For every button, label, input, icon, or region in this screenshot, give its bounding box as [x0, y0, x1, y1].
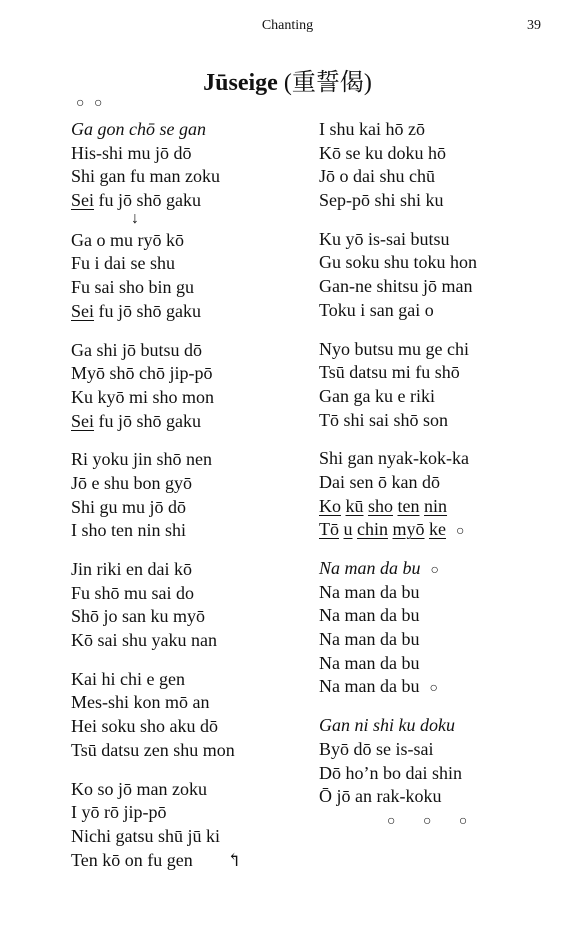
verse-stanza [319, 228, 479, 323]
verse-stanza [319, 714, 479, 835]
verse-line [319, 165, 479, 189]
verse-text: Ku kyō mi sho mon [71, 386, 215, 407]
verse-text: Nichi gatsu shū jū ki [71, 825, 220, 846]
verse-line [71, 339, 242, 363]
verse-line [319, 495, 479, 519]
verse-text: Gu soku shu toku hon [319, 252, 478, 273]
verse-line [319, 118, 479, 142]
verse-text: Mes-shi kon mō an [71, 692, 210, 713]
verse-line [319, 557, 479, 581]
verse-line [319, 518, 479, 542]
verse-line [71, 519, 242, 543]
page-number: 39 [527, 18, 541, 33]
verse-line [71, 410, 242, 434]
verse-text: Na man da bu [319, 652, 420, 673]
verse-line [71, 629, 242, 653]
verse-line [319, 275, 479, 299]
verse-line [71, 252, 242, 276]
bell-mark: ○ [429, 681, 438, 697]
underlined-syllable: Sei [71, 300, 95, 321]
verse-stanza [71, 668, 242, 763]
verse-text: Hei soku sho aku dō [71, 716, 218, 737]
verse-line [71, 825, 242, 849]
underlined-syllable: Sei [71, 190, 95, 211]
verse-text: Tsū datsu zen shu mon [71, 739, 235, 760]
underlined-syllable: ten [397, 495, 420, 516]
verse-line [319, 581, 479, 605]
left-verse-column [71, 118, 242, 887]
verse-line [319, 604, 479, 628]
verse-line [319, 447, 479, 471]
verse-line [319, 738, 479, 762]
underlined-syllable: kū [345, 495, 364, 516]
verse-text: Na man da bu [319, 629, 420, 650]
underlined-syllable: sho [368, 495, 394, 516]
verse-line [71, 165, 242, 189]
verse-line [71, 849, 242, 873]
verse-stanza [319, 338, 479, 433]
verse-line [71, 778, 242, 802]
verse-text: Jō e shu bon gyō [71, 472, 192, 493]
underlined-syllable: nin [424, 495, 448, 516]
verse-line [319, 228, 479, 252]
verse-text: Jō o dai shu chū [319, 166, 435, 187]
verse-line [71, 448, 242, 472]
verse-line [71, 118, 242, 142]
verse-text: Byō dō se is-sai [319, 738, 434, 759]
verse-text: Na man da bu [319, 558, 421, 578]
verse-stanza [319, 557, 479, 699]
verse-text: Ga o mu ryō kō [71, 229, 184, 250]
verse-text: I shu kai hō zō [319, 119, 425, 139]
bell-mark: ○ [430, 563, 439, 578]
page-title [0, 62, 575, 97]
verse-line [71, 229, 242, 253]
verse-text: Na man da bu [319, 581, 420, 602]
underlined-syllable: Sei [71, 410, 95, 431]
verse-text: His-shi mu jō dō [71, 142, 192, 163]
verse-line [319, 409, 479, 433]
verse-line [319, 142, 479, 166]
verse-text: Tō shi sai shō son [319, 409, 449, 430]
verse-text: Kō se ku doku hō [319, 142, 446, 163]
verse-line [319, 714, 479, 738]
verse-stanza [71, 558, 242, 653]
verse-text: Fu i dai se shu [71, 253, 176, 274]
verse-text: Dō ho’n bo dai shin [319, 762, 462, 783]
verse-text: Ō jō an rak-koku [319, 786, 442, 807]
underlined-syllable: chin [357, 519, 388, 540]
underlined-syllable: ke [429, 519, 447, 540]
bell-mark: ○ [456, 524, 465, 540]
down-arrow-icon: ↓ [131, 209, 139, 227]
verse-line [71, 715, 242, 739]
verse-text: Kō sai shu yaku nan [71, 630, 217, 651]
verse-line [71, 605, 242, 629]
verse-stanza [71, 229, 242, 324]
verse-text: Shi gu mu jō dō [71, 496, 187, 517]
verse-text: Na man da bu [319, 676, 420, 697]
verse-line [319, 471, 479, 495]
verse-line [319, 675, 479, 699]
underlined-syllable: Ko [319, 495, 341, 516]
verse-line [71, 276, 242, 300]
verse-text: Ga shi jō butsu dō [71, 339, 203, 360]
verse-line [319, 385, 479, 409]
verse-line [71, 300, 242, 324]
verse-text: Tsū datsu mi fu shō [319, 362, 460, 383]
verse-stanza [319, 447, 479, 542]
running-header-section: Chanting [261, 18, 314, 33]
verse-line [71, 472, 242, 496]
title-romaji: Jūseige [203, 70, 278, 96]
verse-line [319, 189, 479, 213]
verse-text: Jin riki en dai kō [71, 559, 192, 579]
verse-text: Ga gon chō se gan [71, 119, 206, 139]
verse-line [71, 582, 242, 606]
verse-stanza [71, 448, 242, 543]
verse-text: Gan ga ku e riki [319, 385, 435, 406]
verse-line [319, 762, 479, 786]
verse-line [71, 142, 242, 166]
verse-text: Myō shō chō jip-pō [71, 363, 213, 384]
verse-line [71, 362, 242, 386]
closing-bell-marks: ○ ○ ○ [387, 813, 480, 829]
verse-line [71, 668, 242, 692]
verse-line [319, 361, 479, 385]
verse-stanza [71, 778, 242, 873]
verse-stanza [71, 118, 242, 229]
verse-text: Na man da bu [319, 605, 420, 626]
syllable-text: fu jō shō gaku [94, 300, 202, 321]
syllable-text: fu jō shō gaku [94, 410, 202, 431]
verse-line [71, 739, 242, 763]
verse-text: Ten kō on fu gen [71, 849, 193, 870]
verse-line [71, 386, 242, 410]
verse-line [319, 628, 479, 652]
verse-line [319, 251, 479, 275]
verse-line [319, 299, 479, 323]
verse-text: Sep-pō shi shi ku [319, 190, 444, 211]
verse-line [71, 496, 242, 520]
verse-text: Ku yō is-sai butsu [319, 228, 450, 249]
verse-line [71, 189, 242, 213]
verse-line [319, 785, 479, 809]
verse-text: Gan-ne shitsu jō man [319, 276, 473, 297]
verse-line [319, 338, 479, 362]
opening-bell-marks: ○ ○ [76, 96, 106, 111]
right-verse-column [319, 118, 479, 850]
verse-text: Fu shō mu sai do [71, 582, 195, 603]
verse-text: Shō jo san ku myō [71, 606, 206, 627]
verse-text: Gan ni shi ku doku [319, 715, 455, 736]
verse-text: Shi gan nyak-kok-ka [319, 448, 469, 469]
underlined-syllable: Tō [319, 519, 339, 540]
verse-text: Dai sen ō kan dō [319, 471, 440, 492]
verse-line [71, 801, 242, 825]
verse-text: Toku i san gai o [319, 299, 434, 320]
verse-text: I yō rō jip-pō [71, 802, 167, 823]
syllable-text: fu jō shō gaku [94, 190, 202, 211]
verse-line [319, 652, 479, 676]
title-kanji: (重誓偈) [283, 70, 372, 96]
verse-text: Shi gan fu man zoku [71, 166, 220, 187]
return-arrow-icon: ↰ [226, 849, 242, 870]
underlined-syllable: u [343, 519, 353, 540]
verse-text: Fu sai sho bin gu [71, 277, 195, 298]
verse-line [71, 691, 242, 715]
verse-line [71, 558, 242, 582]
verse-text: I sho ten nin shi [71, 520, 186, 541]
verse-text: Ri yoku jin shō nen [71, 449, 213, 470]
verse-text: Ko so jō man zoku [71, 778, 207, 799]
verse-stanza [71, 339, 242, 434]
verse-stanza [319, 118, 479, 213]
verse-text: Nyo butsu mu ge chi [319, 338, 469, 359]
verse-text: Kai hi chi e gen [71, 668, 185, 689]
underlined-syllable: myō [392, 519, 425, 540]
